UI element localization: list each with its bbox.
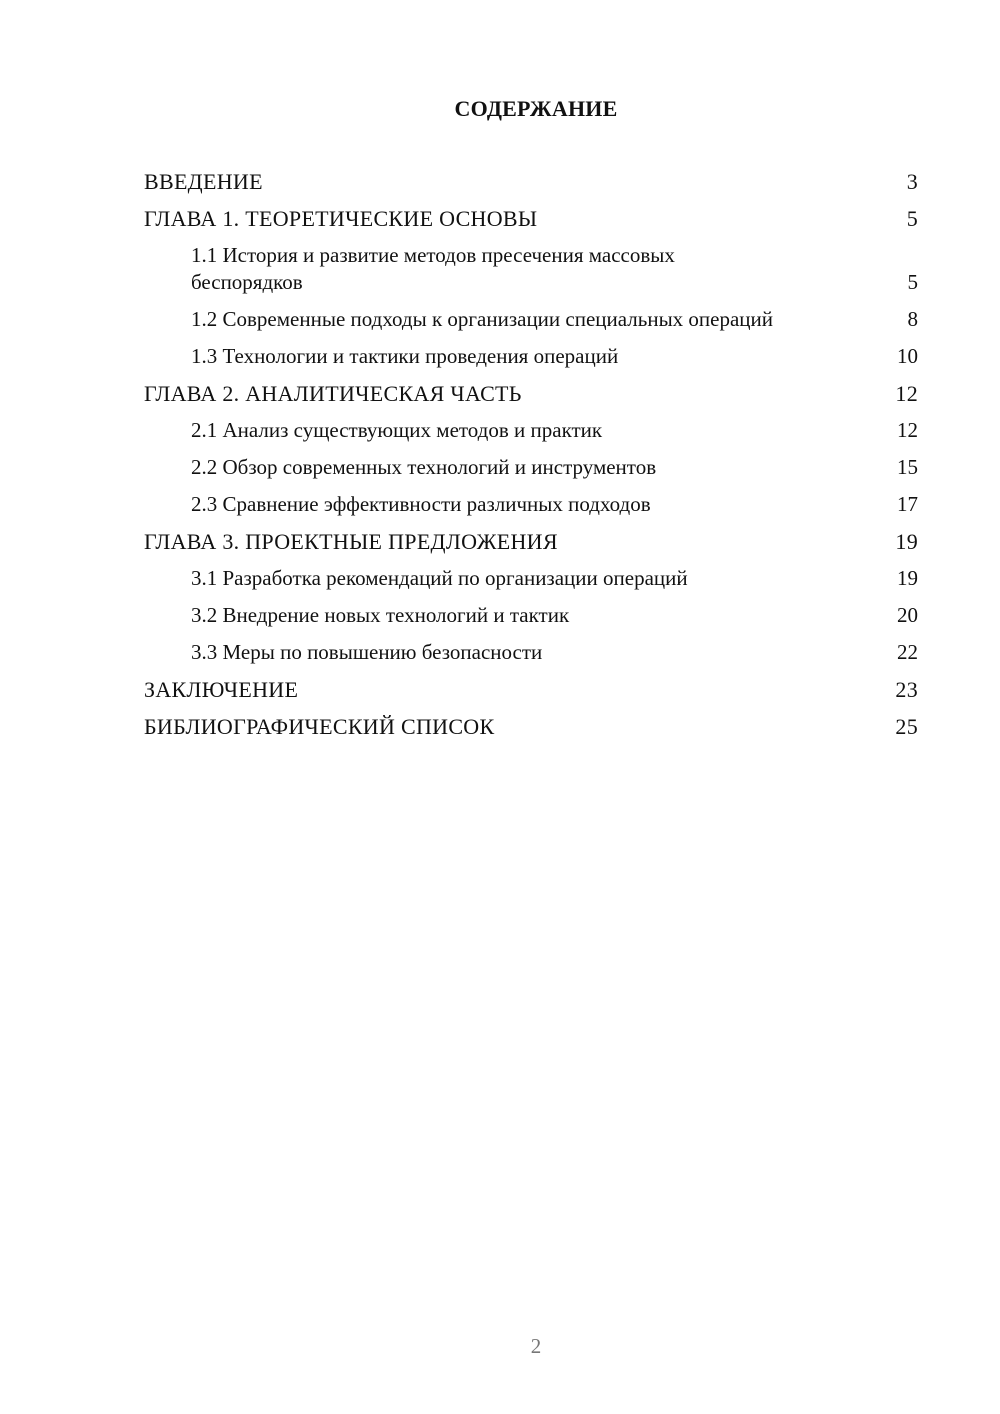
toc-entry-page: 8 [907, 307, 918, 331]
toc-entry[interactable] [144, 417, 918, 444]
toc-entry-page: 25 [895, 714, 918, 739]
toc-entry[interactable] [144, 602, 918, 629]
toc-entry-page: 10 [897, 344, 918, 368]
toc-entry-page: 19 [895, 529, 918, 554]
toc-entry[interactable] [144, 306, 918, 333]
toc-entry-label: 3.1 Разработка рекомендаций по организации операций [191, 566, 688, 590]
toc-entry[interactable] [144, 454, 918, 481]
toc-entry-page: 22 [897, 640, 918, 664]
toc-entry[interactable] [144, 168, 918, 195]
toc-entry[interactable] [144, 242, 918, 296]
toc-entry-label: ЗАКЛЮЧЕНИЕ [144, 677, 299, 702]
toc-entry[interactable] [144, 565, 918, 592]
toc-entry-page: 5 [907, 270, 918, 294]
toc-entry[interactable] [144, 380, 918, 407]
toc-entry-page: 12 [897, 418, 918, 442]
toc-list [144, 168, 918, 750]
toc-entry[interactable] [144, 676, 918, 703]
toc-entry-label: 2.1 Анализ существующих методов и практик [191, 418, 603, 442]
toc-entry[interactable] [144, 205, 918, 232]
toc-entry-page: 5 [906, 206, 918, 231]
toc-entry-label: 3.2 Внедрение новых технологий и тактик [191, 603, 570, 627]
toc-entry-label: 2.3 Сравнение эффективности различных подходов [191, 492, 651, 516]
page-number: 2 [530, 1334, 542, 1358]
toc-entry-label: 1.3 Технологии и тактики проведения операций [191, 344, 619, 368]
toc-entry-label: ГЛАВА 1. ТЕОРЕТИЧЕСКИЕ ОСНОВЫ [144, 206, 538, 231]
toc-entry-page: 3 [906, 169, 918, 194]
toc-title: СОДЕРЖАНИЕ [454, 96, 618, 121]
toc-entry-label: БИБЛИОГРАФИЧЕСКИЙ СПИСОК [144, 714, 495, 739]
toc-entry-label: 3.3 Меры по повышению безопасности [191, 640, 543, 664]
toc-entry-label: ГЛАВА 2. АНАЛИТИЧЕСКАЯ ЧАСТЬ [144, 381, 522, 406]
toc-entry-page: 20 [897, 603, 918, 627]
toc-entry-label: 2.2 Обзор современных технологий и инструментов [191, 455, 657, 479]
toc-entry[interactable] [144, 713, 918, 740]
toc-entry-page: 17 [897, 492, 918, 516]
toc-entry-label: ГЛАВА 3. ПРОЕКТНЫЕ ПРЕДЛОЖЕНИЯ [144, 529, 558, 554]
toc-entry-page: 15 [897, 455, 918, 479]
toc-entry[interactable] [144, 491, 918, 518]
toc-entry[interactable] [144, 528, 918, 555]
toc-entry-label: 1.2 Современные подходы к организации специальных операций [191, 307, 774, 331]
toc-entry-label: 1.1 История и развитие методов пресечения массовых беспорядков [191, 243, 675, 294]
toc-entry-label: ВВЕДЕНИЕ [144, 169, 263, 194]
toc-entry[interactable] [144, 639, 918, 666]
toc-entry-page: 23 [895, 677, 918, 702]
toc-entry[interactable] [144, 343, 918, 370]
toc-entry-page: 19 [897, 566, 918, 590]
toc-entry-page: 12 [895, 381, 918, 406]
